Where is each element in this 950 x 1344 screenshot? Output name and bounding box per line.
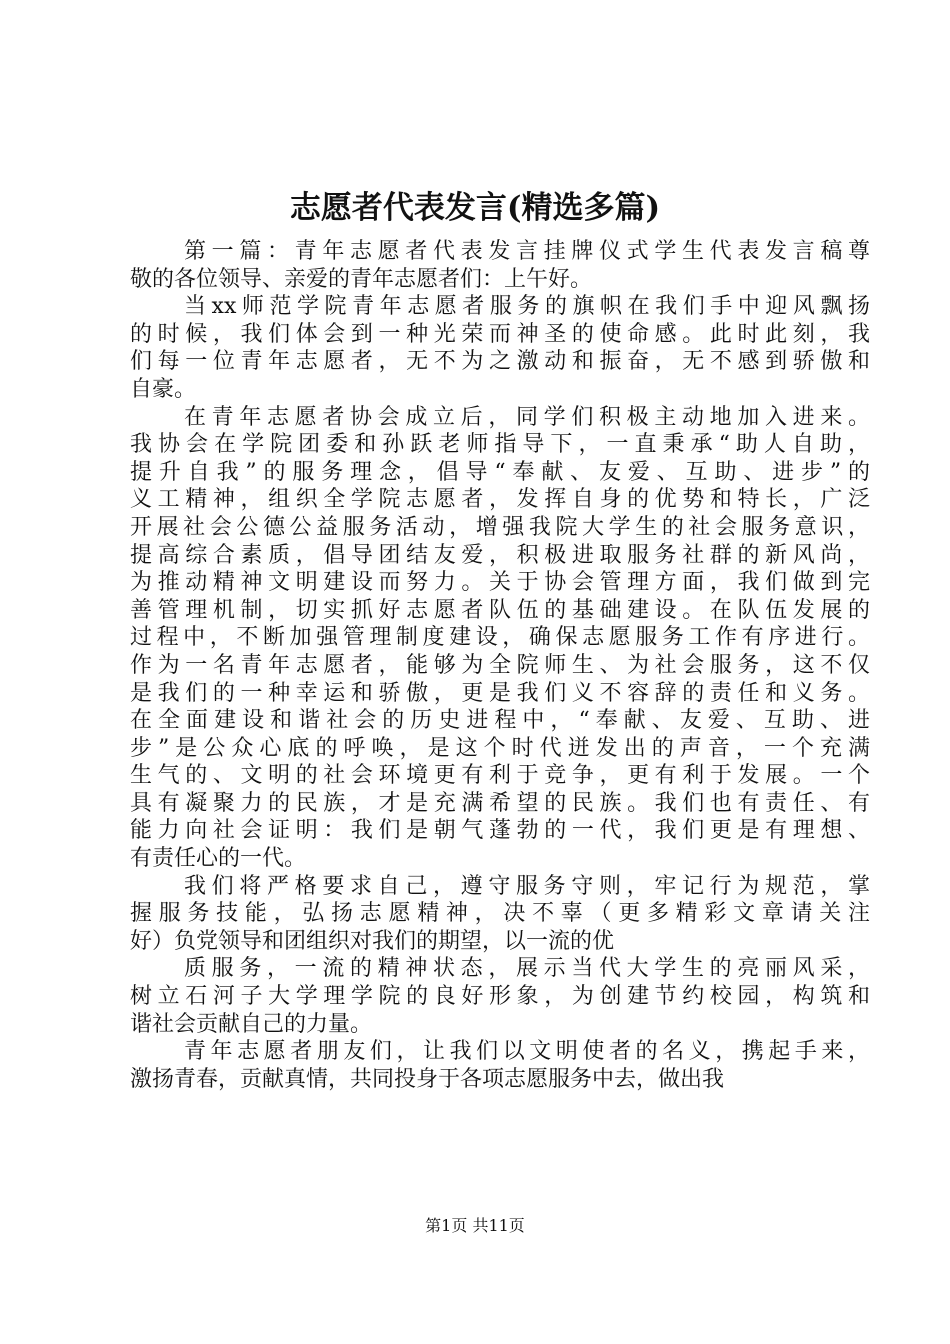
paragraph-line: 作为一名青年志愿者，能够为全院师生、为社会服务，这不仅 — [130, 652, 870, 678]
paragraph-line: 生气的、文明的社会环境更有利于竞争，更有利于发展。一个 — [130, 763, 870, 789]
paragraph — [130, 404, 870, 873]
paragraph-line: 树立石河子大学理学院的良好形象，为创建节约校园，构筑和 — [130, 984, 870, 1010]
paragraph-line: 在青年志愿者协会成立后，同学们积极主动地加入进来。 — [184, 404, 870, 430]
paragraph-line: 义工精神，组织全学院志愿者，发挥自身的优势和特长，广泛 — [130, 487, 870, 513]
paragraph-line: 的时候，我们体会到一种光荣而神圣的使命感。此时此刻，我 — [130, 321, 870, 347]
paragraph-line: 第一篇：青年志愿者代表发言挂牌仪式学生代表发言稿尊 — [184, 239, 870, 264]
paragraph-line: 能力向社会证明：我们是朝气蓬勃的一代，我们更是有理想、 — [130, 818, 870, 844]
paragraph-line: 青年志愿者朋友们，让我们以文明使者的名义，携起手来， — [184, 1039, 870, 1065]
paragraph-line: 握服务技能，弘扬志愿精神，决不辜（更多精彩文章请关注 — [130, 901, 870, 927]
paragraph-line: 善管理机制，切实抓好志愿者队伍的基础建设。在队伍发展的 — [130, 597, 870, 623]
paragraph-line: 谐社会贡献自己的力量。 — [130, 1011, 373, 1037]
paragraph-line: 有责任心的一代。 — [130, 846, 307, 872]
paragraph-line: 质服务，一流的精神状态，展示当代大学生的亮丽风采， — [184, 956, 870, 982]
paragraph-line: 在全面建设和谐社会的历史进程中，“奉献、友爱、互助、进 — [130, 708, 870, 734]
document-title: 志愿者代表发言(精选多篇) — [289, 190, 661, 226]
paragraph — [130, 293, 870, 403]
paragraph-line: 自豪。 — [130, 376, 197, 402]
paragraph-line: 我协会在学院团委和孙跃老师指导下，一直秉承“助人自助， — [130, 432, 870, 458]
paragraph-line: 为推动精神文明建设而努力。关于协会管理方面，我们做到完 — [130, 570, 870, 596]
paragraph-line: 步”是公众心底的呼唤，是这个时代迸发出的声音，一个充满 — [130, 735, 870, 761]
paragraph — [130, 873, 870, 956]
paragraph-line: 好）负党领导和团组织对我们的期望，以一流的优 — [130, 928, 615, 954]
paragraph-line: 敬的各位领导、亲爱的青年志愿者们：上午好。 — [130, 266, 593, 292]
paragraph-line: 过程中，不断加强管理制度建设，确保志愿服务工作有序进行。 — [130, 625, 870, 651]
paragraph-line: 提高综合素质，倡导团结友爱，积极进取服务社群的新风尚， — [130, 542, 870, 568]
paragraph-line: 激扬青春，贡献真情，共同投身于各项志愿服务中去，做出我 — [130, 1066, 725, 1092]
paragraph-line: 具有凝聚力的民族，才是充满希望的民族。我们也有责任、有 — [130, 790, 870, 816]
paragraph-line: 当xx师范学院青年志愿者服务的旗帜在我们手中迎风飘扬 — [184, 294, 870, 320]
paragraph — [130, 1038, 870, 1093]
paragraph — [130, 955, 870, 1038]
page-footer: 第1页 共11页 — [425, 1216, 525, 1235]
paragraph-line: 开展社会公德公益服务活动，增强我院大学生的社会服务意识， — [130, 514, 870, 540]
paragraph — [130, 238, 870, 293]
paragraph-line: 提升自我”的服务理念，倡导“奉献、友爱、互助、进步”的 — [130, 459, 870, 485]
paragraph-line: 我们将严格要求自己，遵守服务守则，牢记行为规范，掌 — [184, 873, 870, 899]
document-body — [130, 238, 870, 1093]
paragraph-line: 是我们的一种幸运和骄傲，更是我们义不容辞的责任和义务。 — [130, 680, 870, 706]
paragraph-line: 们每一位青年志愿者，无不为之激动和振奋，无不感到骄傲和 — [130, 349, 870, 375]
